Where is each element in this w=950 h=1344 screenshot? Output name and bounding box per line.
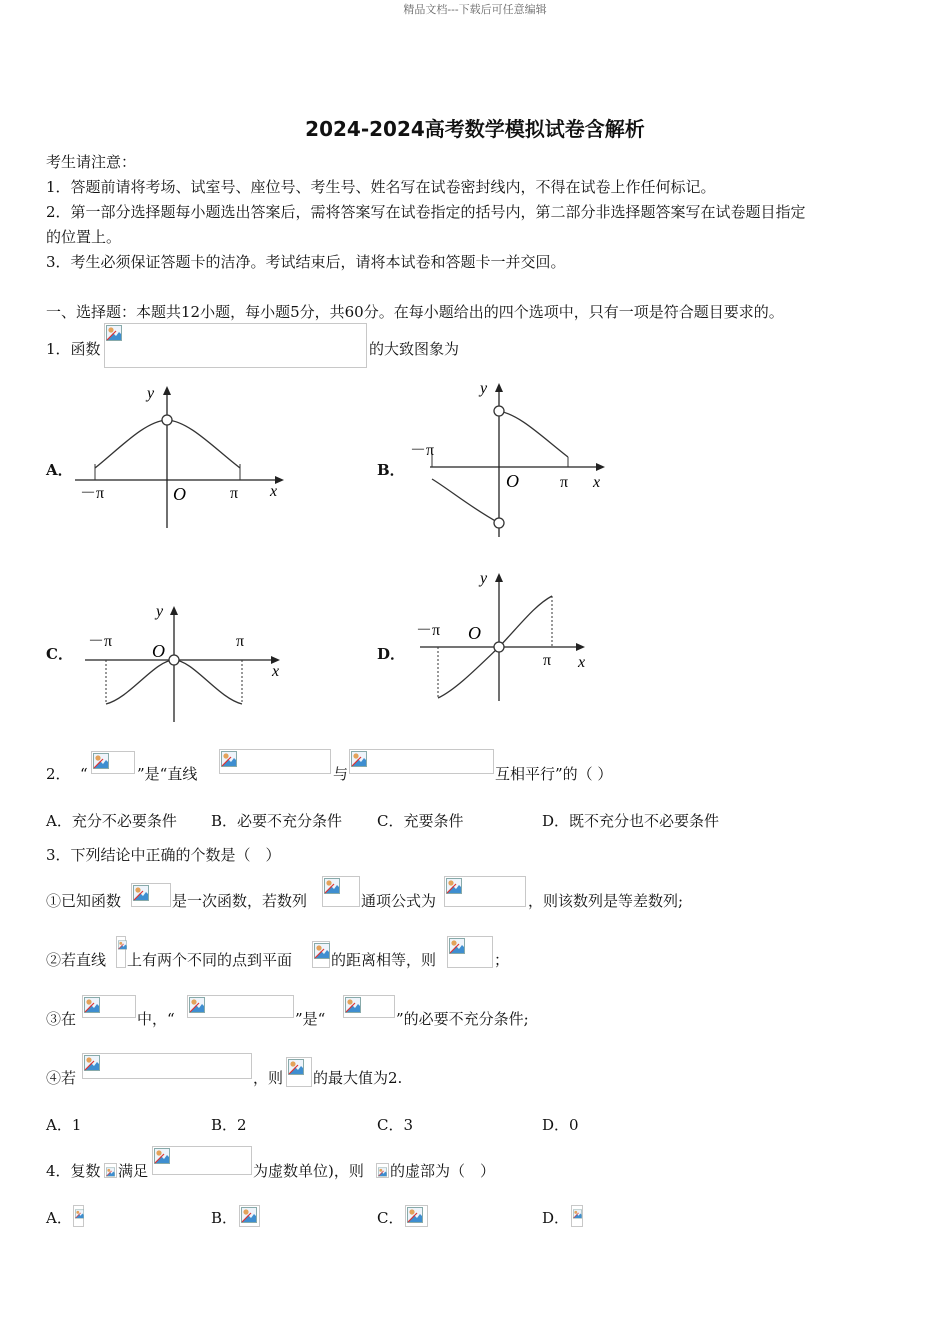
option-b-label: B． <box>377 461 405 479</box>
q3-option-c: C．3 <box>377 1116 414 1134</box>
broken-image-icon <box>446 878 462 894</box>
section-heading: 一、选择题：本题共12小题，每小题5分，共60分。在每小题给出的四个选项中，只有一项是符合题目要求的。 <box>46 303 784 321</box>
q3-stem: 3．下列结论中正确的个数是（ ） <box>46 846 281 864</box>
graph-c <box>80 598 290 726</box>
formula-image <box>322 876 360 907</box>
formula-image <box>104 1163 117 1178</box>
broken-image-icon <box>241 1207 257 1223</box>
broken-image-icon <box>189 997 205 1013</box>
q2-option-c: C．充要条件 <box>377 812 464 830</box>
q3-s1-c: 通项公式为 <box>361 892 437 910</box>
neg-pi-label: －π <box>410 442 435 459</box>
q3-option-a: A．1 <box>46 1116 82 1134</box>
notice-heading: 考生请注意： <box>46 153 137 171</box>
q2-yu: 与 <box>333 765 349 783</box>
formula-image <box>219 749 331 774</box>
formula-image <box>376 1163 389 1178</box>
x-axis-label: x <box>270 483 278 500</box>
q4-option-c: C． <box>377 1209 404 1227</box>
broken-image-icon <box>154 1148 170 1164</box>
q3-s3-c: ”是“ <box>295 1010 326 1028</box>
origin-label: O <box>468 623 481 643</box>
x-axis-label: x <box>272 663 280 680</box>
graph-a <box>70 378 290 534</box>
formula-image <box>152 1146 252 1175</box>
broken-image-icon <box>84 997 100 1013</box>
broken-image-icon <box>221 751 237 767</box>
q2-tail: 互相平行”的（ ） <box>495 765 613 783</box>
broken-image-icon <box>378 1165 387 1179</box>
q4-option-a: A． <box>46 1209 72 1227</box>
broken-image-icon <box>351 751 367 767</box>
notice-item-2-cont: 的位置上。 <box>46 228 122 246</box>
q3-s1-d: ，则该数列是等差数列; <box>528 892 684 910</box>
header-note: 精品文档---下载后可任意编辑 <box>403 3 547 16</box>
broken-image-icon <box>133 885 149 901</box>
formula-image <box>312 941 330 968</box>
origin-label: O <box>152 641 165 661</box>
formula-image <box>82 995 136 1018</box>
q4-a: 4．复数 <box>46 1162 101 1180</box>
formula-image <box>405 1205 428 1227</box>
page-title: 2024-2024高考数学模拟试卷含解析 <box>305 117 645 141</box>
q4-option-b: B． <box>211 1209 238 1227</box>
q1-stem-pre: 1．函数 <box>46 340 101 358</box>
option-a-label: A． <box>46 461 73 479</box>
origin-label: O <box>173 484 186 504</box>
q2-option-a: A．充分不必要条件 <box>46 812 177 830</box>
formula-image <box>239 1205 260 1227</box>
pi-label: π <box>230 485 239 502</box>
broken-image-icon <box>75 1207 84 1221</box>
graph-b <box>400 375 612 541</box>
formula-image <box>116 936 126 968</box>
broken-image-icon <box>106 325 122 341</box>
formula-image <box>571 1205 583 1227</box>
q2-number: 2． <box>46 765 71 783</box>
formula-image <box>73 1205 84 1227</box>
broken-image-icon <box>288 1059 304 1075</box>
broken-image-icon <box>93 753 109 769</box>
q3-s1-a: ①已知函数 <box>46 892 122 910</box>
y-axis-label: y <box>480 570 488 587</box>
q3-s2-c: 的距离相等，则 <box>331 951 437 969</box>
pi-label: π <box>543 652 552 669</box>
q2-option-b: B．必要不充分条件 <box>211 812 343 830</box>
y-axis-label: y <box>156 603 164 620</box>
q3-s2-a: ②若直线 <box>46 951 107 969</box>
formula-image <box>286 1057 312 1087</box>
broken-image-icon <box>573 1207 582 1221</box>
x-axis-label: x <box>578 654 586 671</box>
broken-image-icon <box>407 1207 423 1223</box>
y-axis-label: y <box>480 380 488 397</box>
graph-d <box>410 565 595 705</box>
option-c-label: C． <box>46 645 73 663</box>
neg-pi-label: －π <box>88 633 113 650</box>
q4-c: 为虚数单位)，则 <box>253 1162 364 1180</box>
q4-b: 满足 <box>118 1162 149 1180</box>
neg-pi-label: －π <box>416 622 441 639</box>
broken-image-icon <box>449 938 465 954</box>
formula-image <box>82 1053 252 1079</box>
broken-image-icon <box>345 997 361 1013</box>
q3-s4-a: ④若 <box>46 1069 77 1087</box>
q3-s3-d: ”的必要不充分条件; <box>396 1010 529 1028</box>
q3-option-d: D．0 <box>542 1116 579 1134</box>
notice-item-1: 1．答题前请将考场、试室号、座位号、考生号、姓名写在试卷密封线内，不得在试卷上作任何标记。 <box>46 178 716 196</box>
option-d-label: D． <box>377 645 406 663</box>
q1-stem-post: 的大致图象为 <box>369 340 460 358</box>
y-axis-label: y <box>147 385 155 402</box>
formula-image <box>131 883 171 907</box>
notice-item-3: 3．考生必须保证答题卡的洁净。考试结束后，请将本试卷和答题卡一并交回。 <box>46 253 566 271</box>
q3-s4-c: 的最大值为2. <box>313 1069 403 1087</box>
q2-option-d: D．既不充分也不必要条件 <box>542 812 720 830</box>
formula-image <box>104 323 367 368</box>
formula-image <box>444 876 526 907</box>
q3-option-b: B．2 <box>211 1116 247 1134</box>
q2-mid-text: ”是“直线 <box>137 765 198 783</box>
q3-s1-b: 是一次函数，若数列 <box>172 892 308 910</box>
q3-s2-b: 上有两个不同的点到平面 <box>127 951 293 969</box>
q4-option-d: D． <box>542 1209 570 1227</box>
broken-image-icon <box>314 943 330 959</box>
formula-image <box>447 936 493 968</box>
notice-item-2: 2．第一部分选择题每小题选出答案后，需将答案写在试卷指定的括号内，第二部分非选择题答案写在试卷题目指定 <box>46 203 806 221</box>
q4-d: 的虚部为（ ） <box>390 1162 496 1180</box>
q3-s2-d: ； <box>494 951 510 969</box>
broken-image-icon <box>118 938 127 952</box>
x-axis-label: x <box>593 474 601 491</box>
pi-label: π <box>560 474 569 491</box>
q3-s3-a: ③在 <box>46 1010 77 1028</box>
formula-image <box>343 995 395 1018</box>
broken-image-icon <box>84 1055 100 1071</box>
formula-image <box>349 749 494 774</box>
origin-label: O <box>506 471 519 491</box>
broken-image-icon <box>106 1165 115 1179</box>
formula-image <box>187 995 294 1018</box>
formula-image <box>91 751 135 774</box>
q3-s4-b: ，则 <box>253 1069 284 1087</box>
q2-open-quote: “ <box>80 765 88 783</box>
broken-image-icon <box>324 878 340 894</box>
pi-label: π <box>236 633 245 650</box>
q3-s3-b: 中，“ <box>137 1010 175 1028</box>
neg-pi-label: －π <box>80 485 105 502</box>
